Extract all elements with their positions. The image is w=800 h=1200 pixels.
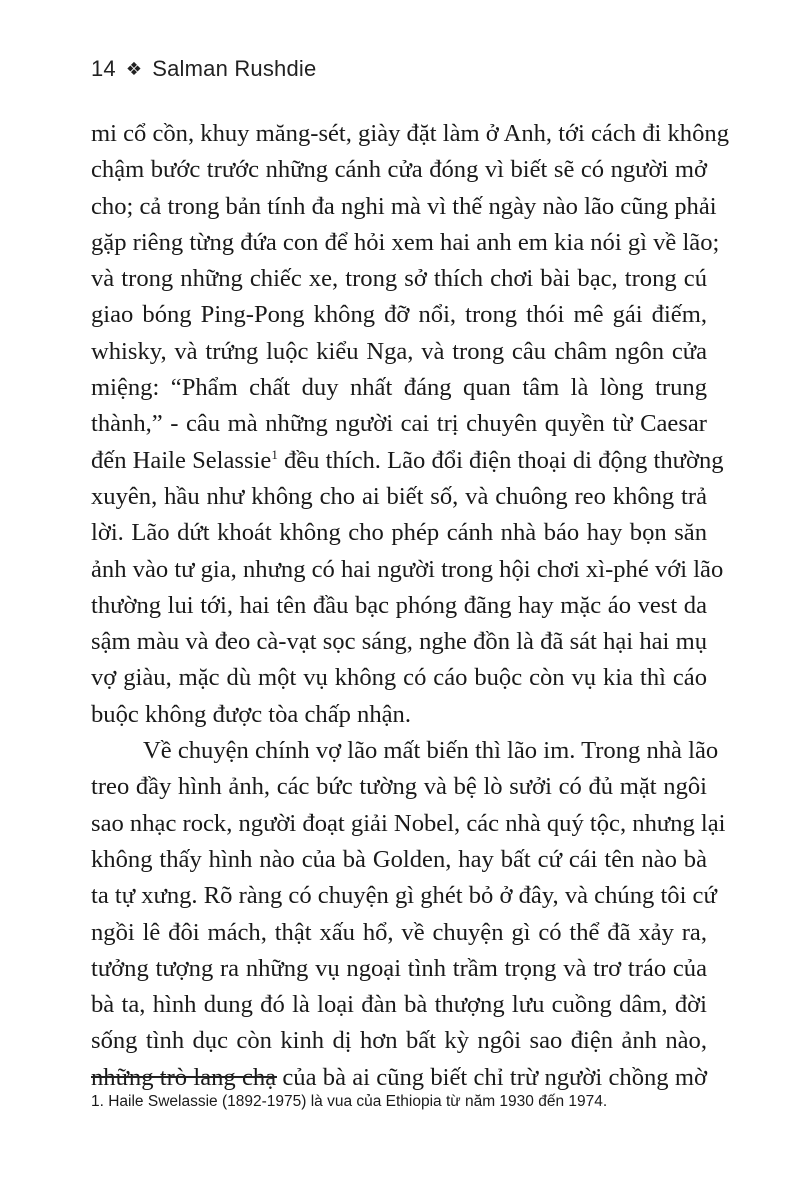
text-line: thành,” - câu mà những người cai trị chuyên quyền từ Caesar bbox=[91, 410, 707, 438]
text-line: thường lui tới, hai tên đầu bạc phóng đãng hay mặc áo vest da bbox=[91, 591, 707, 619]
body-text bbox=[91, 116, 729, 1096]
text-segment: đều thích. Lão đổi điện thoại di động thường bbox=[277, 446, 724, 474]
text-line: lời. Lão dứt khoát không cho phép cánh nhà báo hay bọn săn bbox=[91, 519, 707, 547]
text-line: ảnh vào tư gia, nhưng có hai người trong hội chơi xì-phé với lão bbox=[91, 555, 724, 583]
text-line-with-footnote bbox=[91, 443, 724, 479]
footnote-divider bbox=[91, 1076, 277, 1078]
text-line: sậm màu và đeo cà-vạt sọc sáng, nghe đồn là đã sát hại hai mụ bbox=[91, 628, 707, 656]
text-line: vợ giàu, mặc dù một vụ không có cáo buộc còn vụ kia thì cáo bbox=[91, 664, 707, 692]
text-line: mi cổ cồn, khuy măng-sét, giày đặt làm ở Anh, tới cách đi không bbox=[91, 120, 729, 147]
text-line: Về chuyện chính vợ lão mất biến thì lão im. Trong nhà lão bbox=[143, 737, 719, 765]
text-segment: đến Haile Selassie bbox=[91, 446, 272, 474]
text-line: treo đầy hình ảnh, các bức tường và bệ lò sưởi có đủ mặt ngôi bbox=[91, 773, 707, 801]
page-number: 14 bbox=[91, 56, 116, 81]
text-line: miệng: “Phẩm chất duy nhất đáng quan tâm là lòng trung bbox=[91, 374, 707, 402]
text-line: whisky, và trứng luộc kiểu Nga, và trong câu châm ngôn cửa bbox=[91, 337, 707, 365]
text-line: bà ta, hình dung đó là loại đàn bà thượng lưu cuồng dâm, đời bbox=[91, 991, 707, 1019]
footnote-marker[interactable]: 1 bbox=[271, 446, 278, 462]
text-line: xuyên, hầu như không cho ai biết số, và chuông reo không trả bbox=[91, 482, 707, 510]
text-line: ta tự xưng. Rõ ràng có chuyện gì ghét bỏ ở đây, và chúng tôi cứ bbox=[91, 882, 717, 910]
text-line: chậm bước trước những cánh cửa đóng vì biết sẽ có người mở bbox=[91, 156, 707, 184]
author-name: Salman Rushdie bbox=[152, 56, 317, 81]
text-line: gặp riêng từng đứa con để hỏi xem hai anh em kia nói gì về lão; bbox=[91, 228, 720, 256]
text-line: tưởng tượng ra những vụ ngoại tình trầm trọng và trơ tráo của bbox=[91, 954, 707, 982]
paragraph-1 bbox=[91, 116, 729, 733]
text-line: những trò lang chạ của bà ai cũng biết chỉ trừ người chồng mờ bbox=[91, 1063, 707, 1091]
text-line: buộc không được tòa chấp nhận. bbox=[91, 700, 412, 728]
text-line: không thấy hình nào của bà Golden, hay bất cứ cái tên nào bà bbox=[91, 845, 707, 873]
text-line: ngồi lê đôi mách, thật xấu hổ, về chuyện gì có thể đã xảy ra, bbox=[91, 918, 707, 946]
running-header bbox=[91, 56, 316, 82]
text-line: cho; cả trong bản tính đa nghi mà vì thế ngày nào lão cũng phải bbox=[91, 192, 717, 220]
text-line: và trong những chiếc xe, trong sở thích chơi bài bạc, trong cú bbox=[91, 265, 707, 293]
ornament-icon: ❖ bbox=[125, 58, 143, 79]
text-line: giao bóng Ping-Pong không đỡ nổi, trong thói mê gái điếm, bbox=[91, 301, 707, 329]
text-line: sao nhạc rock, người đoạt giải Nobel, các nhà quý tộc, nhưng lại bbox=[91, 809, 726, 837]
paragraph-2 bbox=[91, 733, 726, 1096]
text-line: sống tình dục còn kinh dị hơn bất kỳ ngôi sao điện ảnh nào, bbox=[91, 1027, 707, 1055]
footnote: 1. Haile Swelassie (1892-1975) là vua của Ethiopia từ năm 1930 đến 1974. bbox=[91, 1093, 608, 1110]
